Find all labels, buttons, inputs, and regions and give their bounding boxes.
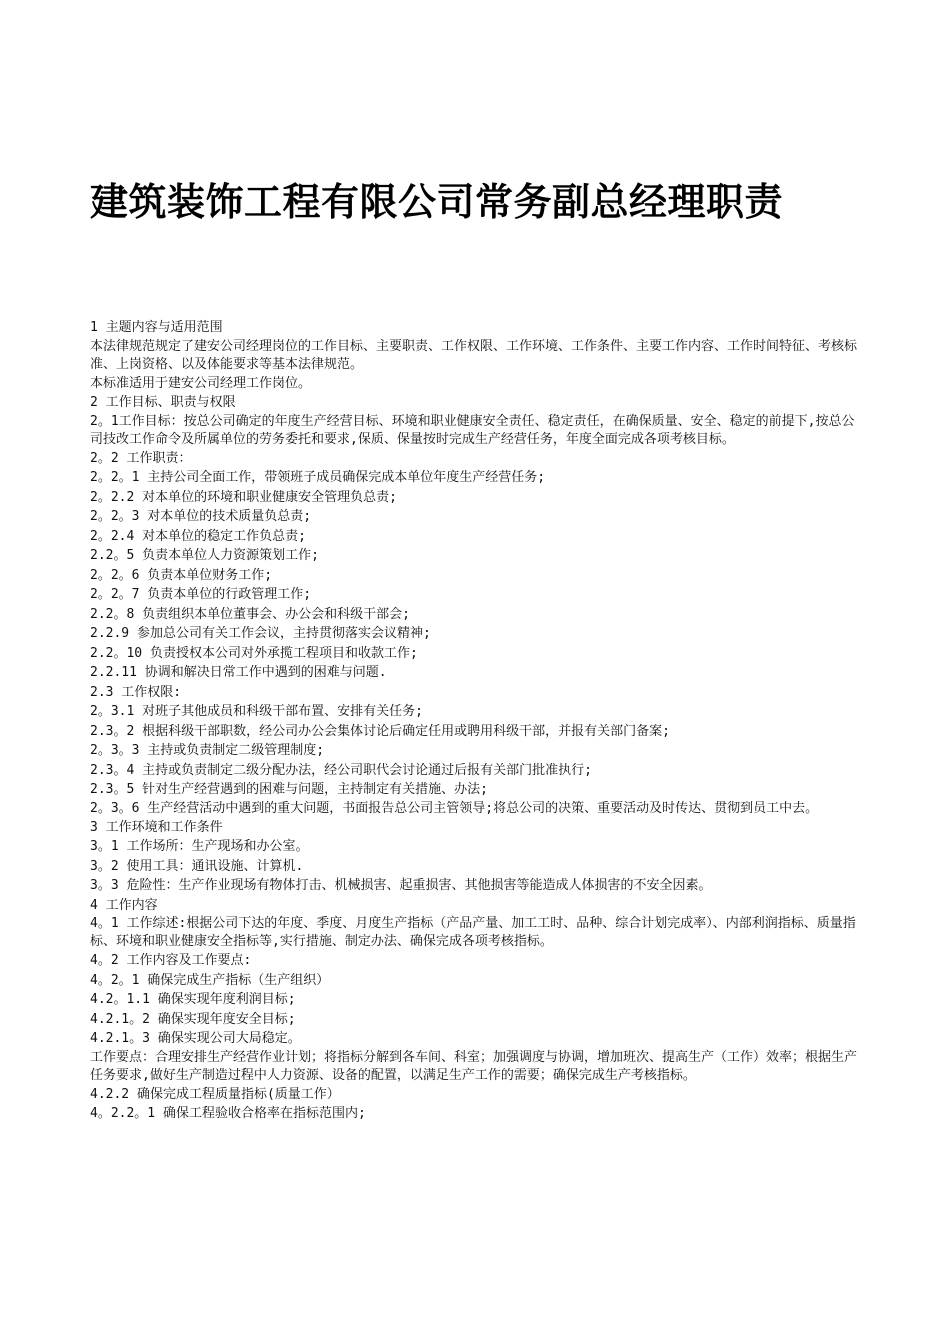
body-line: 2.2.9 参加总公司有关工作会议，主持贯彻落实会议精神;: [90, 626, 431, 641]
body-paragraph: 4。1 工作综述:根据公司下达的年度、季度、月度生产指标（产品产量、加工工时、品种、综合计划完成率）、内部利润指标、质量指标、环境和职业健康安全指标等,实行措施、制定办法、确保完成各项考核指标。: [90, 916, 856, 949]
body-paragraph: 2。1工作目标：按总公司确定的年度生产经营目标、环境和职业健康安全责任、稳定责任，在确保质量、安全、稳定的前提下,按总公司技改工作命令及所属单位的劳务委托和要求,保质、保量按时完成生产经营任务，年度全面完成各项考核目标。: [90, 413, 855, 447]
body-line: 4。2 工作内容及工作要点:: [90, 953, 252, 968]
body-line: 2.3。2 根据科级干部职数，经公司办公会集体讨论后确定任用或聘用科级干部，并报有关部门备案;: [90, 723, 670, 739]
body-paragraph: 本法律规范规定了建安公司经理岗位的工作目标、主要职责、工作权限、工作环境、工作条件、主要工作内容、工作时间特征、考核标准、上岗资格、以及体能要求等基本法律规范。: [90, 338, 858, 372]
document-body: [90, 318, 860, 1124]
body-line: 2.3 工作权限:: [90, 684, 182, 700]
document-title: 建筑装饰工程有限公司常务副总经理职责: [90, 179, 784, 224]
body-line: 2。3.1 对班子其他成员和科级干部布置、安排有关任务;: [90, 704, 423, 719]
body-line: 2.2.11 协调和解决日常工作中遇到的困难与问题.: [90, 665, 387, 680]
body-paragraph: 2。3。6 生产经营活动中遇到的重大问题，书面报告总公司主管领导;将总公司的决策、重要活动及时传达、贯彻到员工中去。: [90, 800, 819, 816]
body-line: 2。2 工作职责：: [90, 450, 192, 466]
body-line: 4。2。1 确保完成生产指标（生产组织）: [90, 972, 330, 988]
body-line: 4。2.2。1 确保工程验收合格率在指标范围内;: [90, 1106, 366, 1121]
body-line: 4.2.1。3 确保实现公司大局稳定。: [90, 1031, 301, 1046]
section-heading: 3 工作环境和工作条件: [90, 819, 223, 835]
body-line: 2.3。5 针对生产经营遇到的困难与问题，主持制定有关措施、办法;: [90, 782, 488, 797]
body-line: 2。2。7 负责本单位的行政管理工作;: [90, 587, 312, 602]
body-line: 2.3。4 主持或负责制定二级分配办法，经公司职代会讨论通过后报有关部门批准执行;: [90, 762, 592, 778]
body-line: 2。2。6 负责本单位财务工作;: [90, 567, 273, 583]
body-line: 2。2.2 对本单位的环境和职业健康安全管理负总责;: [90, 489, 397, 505]
body-line: 3。1 工作场所：生产现场和办公室。: [90, 839, 309, 854]
section-heading: 2 工作目标、职责与权限: [90, 395, 236, 410]
body-line: 4.2.1。2 确保实现年度安全目标;: [90, 1011, 296, 1027]
body-line: 2。2。1 主持公司全面工作，带领班子成员确保完成本单位年度生产经营任务;: [90, 470, 546, 485]
body-line: 2。2。3 对本单位的技术质量负总责;: [90, 509, 312, 524]
body-line: 3。3 危险性：生产作业现场有物体打击、机械损害、起重损害、其他损害等能造成人体损害的不安全因素。: [90, 878, 712, 893]
body-line: 3。2 使用工具：通讯设施、计算机.: [90, 858, 304, 874]
body-line: 本标准适用于建安公司经理工作岗位。: [90, 375, 312, 391]
body-line: 2。2.4 对本单位的稳定工作负总责;: [90, 528, 306, 544]
body-line: 2。3。3 主持或负责制定二级管理制度;: [90, 743, 325, 758]
body-paragraph: 工作要点：合理安排生产经营作业计划；将指标分解到各车间、科室；加强调度与协调，增加班次、提高生产（工作）效率；根据生产任务要求,做好生产制造过程中人力资源、设备的配置，以满足生产工作的需要；确保完成生产考核指标。: [90, 1049, 858, 1083]
section-heading: 4 工作内容: [90, 897, 158, 913]
body-line: 2.2。8 负责组织本单位董事会、办公会和科级干部会;: [90, 606, 410, 622]
body-line: 2.2。5 负责本单位人力资源策划工作;: [90, 548, 319, 563]
body-line: 2.2。10 负责授权本公司对外承揽工程项目和收款工作;: [90, 645, 418, 661]
section-heading: 1 主题内容与适用范围: [90, 320, 223, 335]
body-line: 4.2。1.1 确保实现年度利润目标;: [90, 992, 296, 1007]
body-line: 4.2.2 确保完成工程质量指标(质量工作）: [90, 1086, 340, 1102]
